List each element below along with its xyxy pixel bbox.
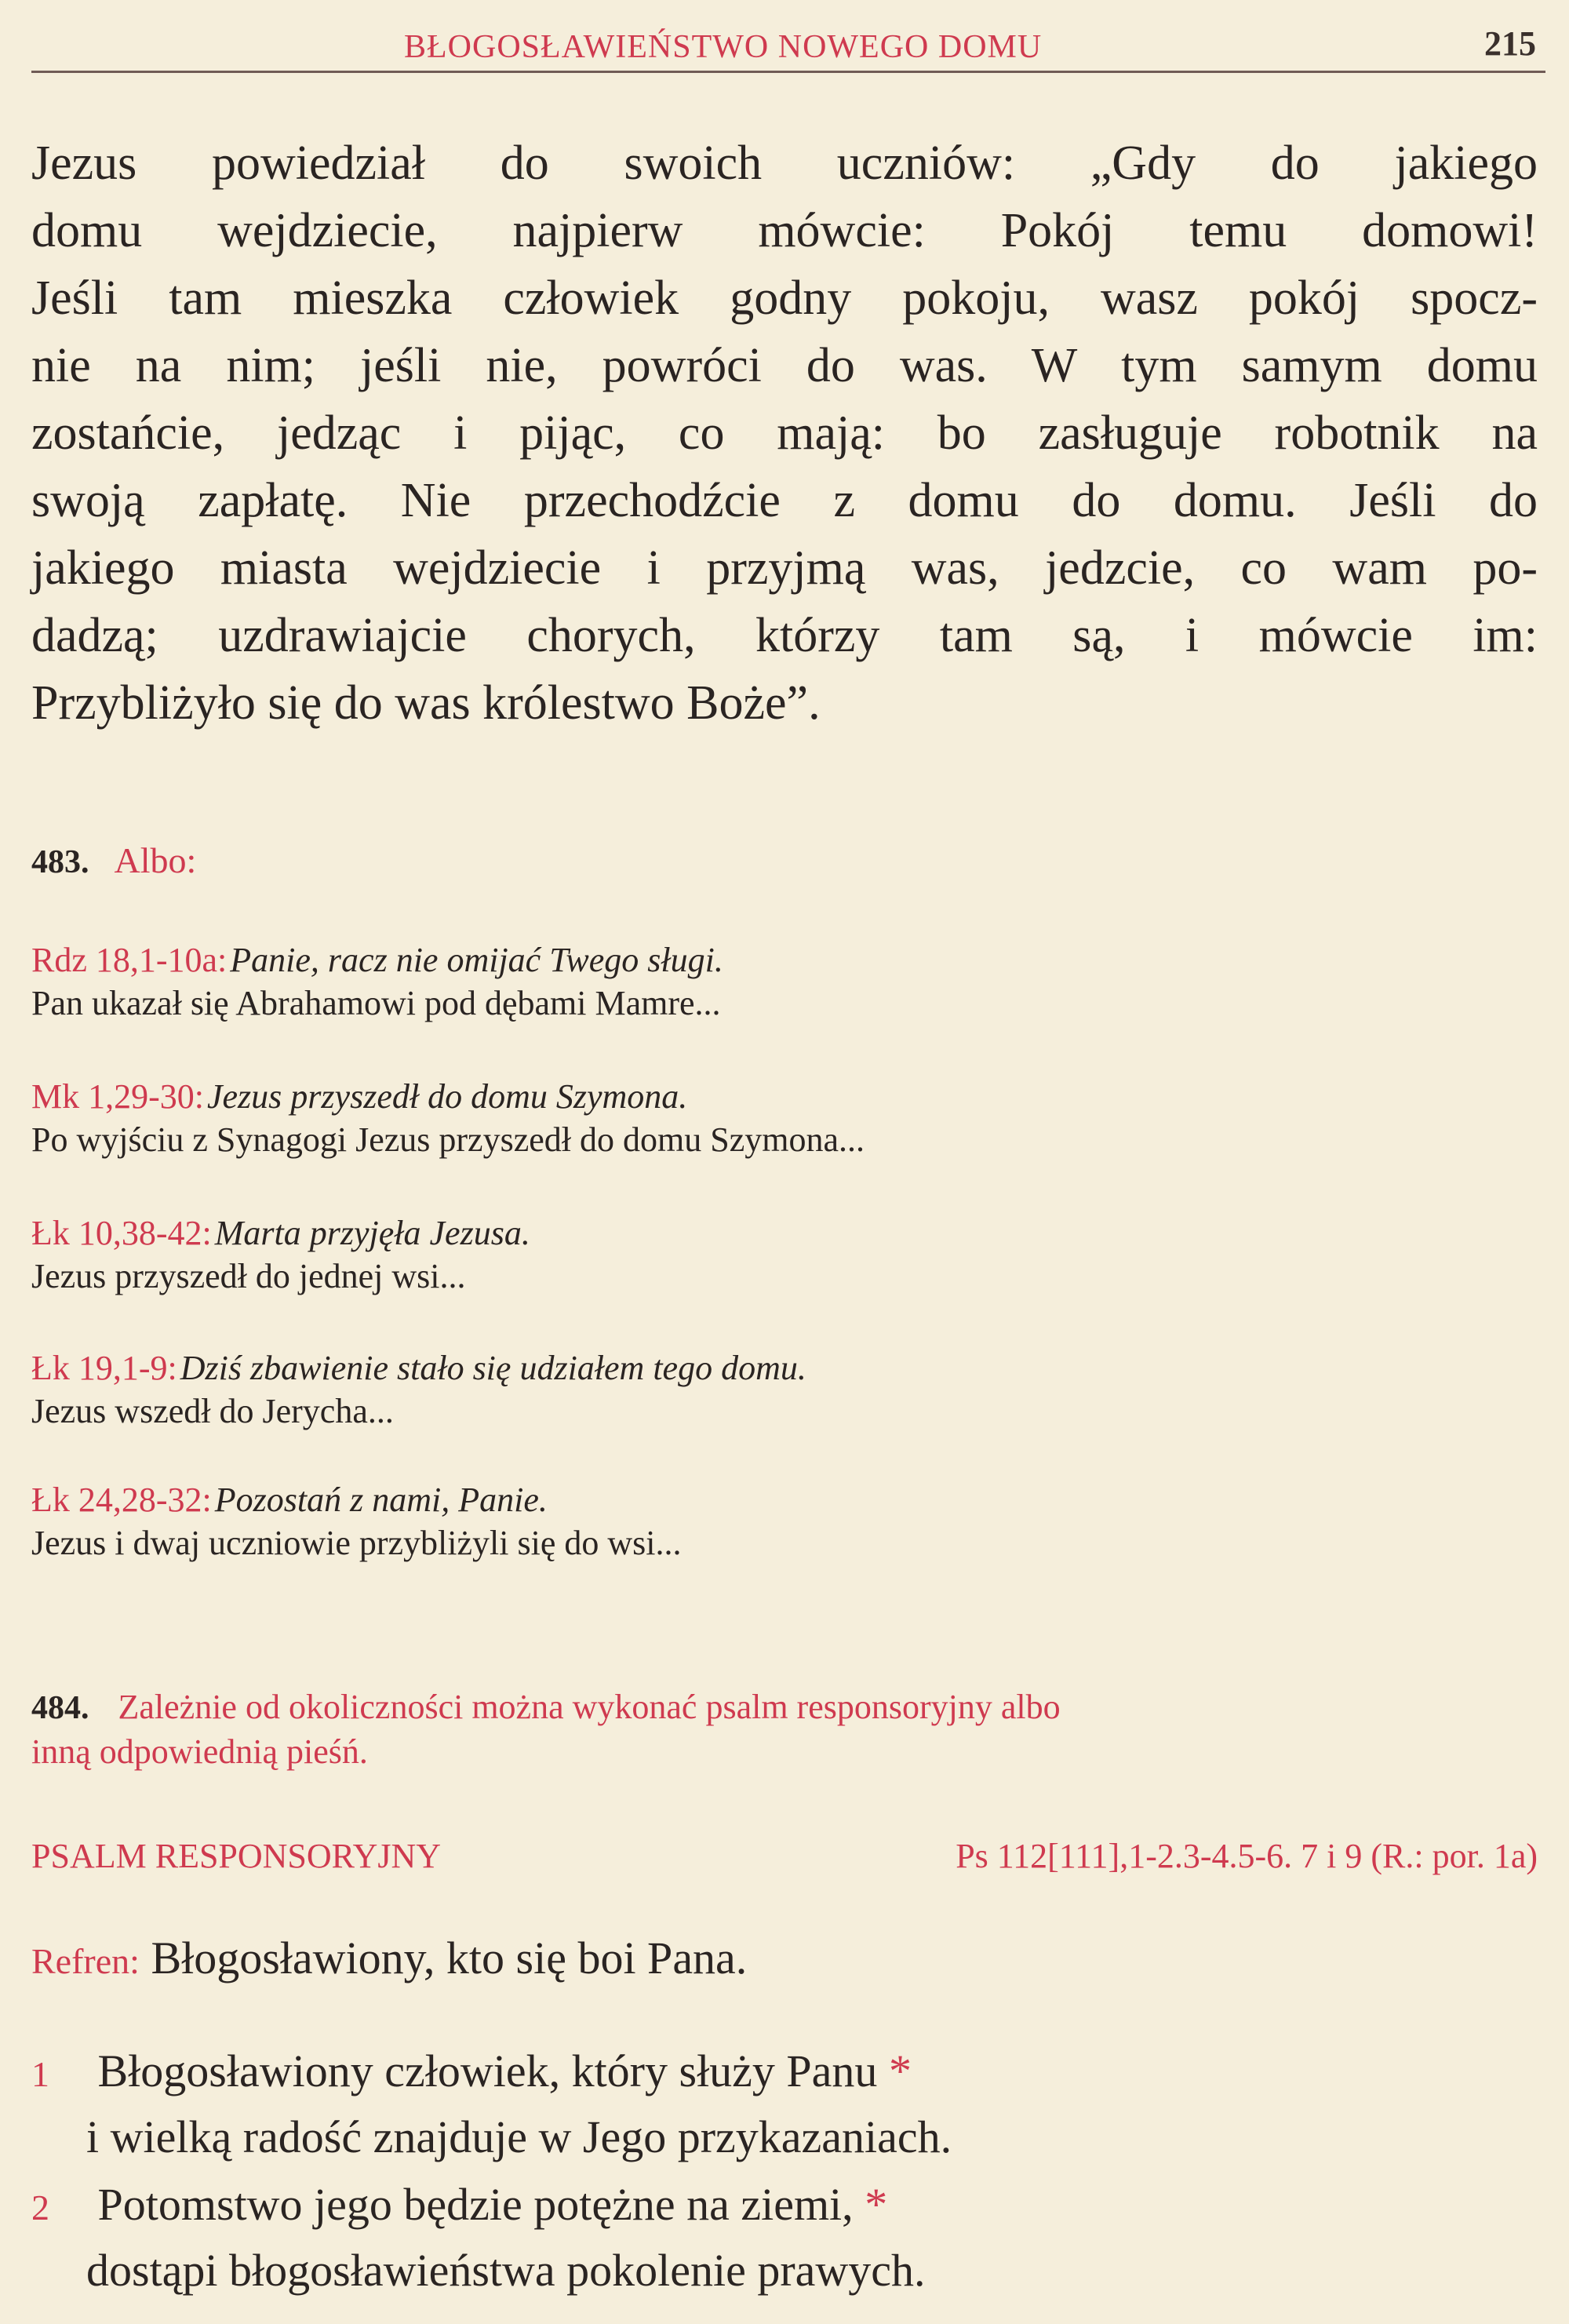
refrain-text: Błogosławiony, kto się boi Pana. [151, 1932, 748, 1983]
section-number: 483. [31, 844, 89, 880]
page-number: 215 [1484, 24, 1536, 63]
gospel-line: Przybliżyło się do was królestwo Boże”. [31, 676, 821, 730]
reading-incipit: Jezus przyszedł do jednej wsi... [31, 1257, 466, 1295]
gospel-line: Jezus powiedział do swoich uczniów: „Gdy do jakiego [31, 137, 1538, 190]
reading-item [31, 1213, 1522, 1296]
refrain-label: Refren: [31, 1941, 140, 1981]
psalm-heading [31, 1836, 1538, 1876]
running-title: BŁOGOSŁAWIEŃSTWO NOWEGO DOMU [404, 29, 1043, 65]
stanza-line: dostąpi błogosławieństwa pokolenie prawych. [86, 2245, 926, 2296]
section-rubric: Zależnie od okoliczności można wykonać psalm responsoryjny albo [118, 1688, 1061, 1726]
reading-reference: Mk 1,29-30: [31, 1077, 204, 1116]
gospel-line: domu wejdziecie, najpierw mówcie: Pokój temu domowi! [31, 204, 1538, 257]
gospel-line: nie na nim; jeśli nie, powróci do was. W tym samym domu [31, 339, 1538, 392]
gospel-line: Jeśli tam mieszka człowiek godny pokoju, wasz pokój spocz- [31, 271, 1538, 325]
gospel-line: swoją zapłatę. Nie przechodźcie z domu do domu. Jeśli do [31, 474, 1538, 527]
running-header [31, 22, 1545, 73]
section-484 [31, 1685, 1538, 1774]
psalm-reference: Ps 112[111],1-2.3-4.5-6. 7 i 9 (R.: por. 1a) [956, 1837, 1538, 1875]
asterisk-marker: * [865, 2179, 888, 2230]
reading-reference: Łk 19,1-9: [31, 1349, 177, 1387]
psalm-title: PSALM RESPONSORYJNY [31, 1837, 442, 1875]
gospel-line: jakiego miasta wejdziecie i przyjmą was, jedzcie, co wam po- [31, 541, 1538, 595]
stanza-line: Błogosławiony człowiek, który służy Panu [97, 2045, 878, 2096]
gospel-line: zostańcie, jedząc i pijąc, co mają: bo zasługuje robotnik na [31, 406, 1538, 460]
psalm-refrain [31, 1932, 747, 1984]
psalm-stanza [31, 2040, 952, 2169]
gospel-line: dadzą; uzdrawiajcie chorych, którzy tam są, i mówcie im: [31, 609, 1538, 662]
reading-title: Dziś zbawienie stało się udziałem tego domu. [180, 1349, 806, 1387]
reading-reference: Łk 24,28-32: [31, 1481, 212, 1519]
reading-title: Pozostań z nami, Panie. [214, 1481, 548, 1519]
stanza-number: 1 [31, 2054, 49, 2094]
reading-reference: Łk 10,38-42: [31, 1214, 212, 1252]
psalm-stanza [31, 2173, 926, 2302]
section-number: 484. [31, 1690, 89, 1726]
stanza-line: Potomstwo jego będzie potężne na ziemi, [97, 2179, 854, 2230]
section-483-heading [31, 840, 196, 881]
reading-incipit: Jezus wszedł do Jerycha... [31, 1392, 394, 1430]
reading-item [31, 1076, 1522, 1160]
stanza-line: i wielką radość znajduje w Jego przykazaniach. [86, 2111, 952, 2162]
reading-reference: Rdz 18,1-10a: [31, 941, 228, 979]
stanza-number: 2 [31, 2187, 49, 2227]
reading-incipit: Pan ukazał się Abrahamowi pod dębami Mamre... [31, 984, 721, 1022]
section-label: Albo: [114, 840, 197, 880]
reading-item [31, 1480, 1522, 1563]
reading-item [31, 940, 1522, 1023]
reading-title: Jezus przyszedł do domu Szymona. [207, 1077, 688, 1116]
reading-title: Marta przyjęła Jezusa. [214, 1214, 530, 1252]
asterisk-marker: * [888, 2045, 912, 2096]
reading-item [31, 1348, 1522, 1431]
reading-incipit: Jezus i dwaj uczniowie przybliżyli się do wsi... [31, 1524, 682, 1562]
section-rubric: inną odpowiednią pieśń. [31, 1732, 368, 1771]
gospel-text [31, 129, 1538, 737]
reading-title: Panie, racz nie omijać Twego sługi. [230, 941, 723, 979]
reading-incipit: Po wyjściu z Synagogi Jezus przyszedł do domu Szymona... [31, 1120, 865, 1159]
